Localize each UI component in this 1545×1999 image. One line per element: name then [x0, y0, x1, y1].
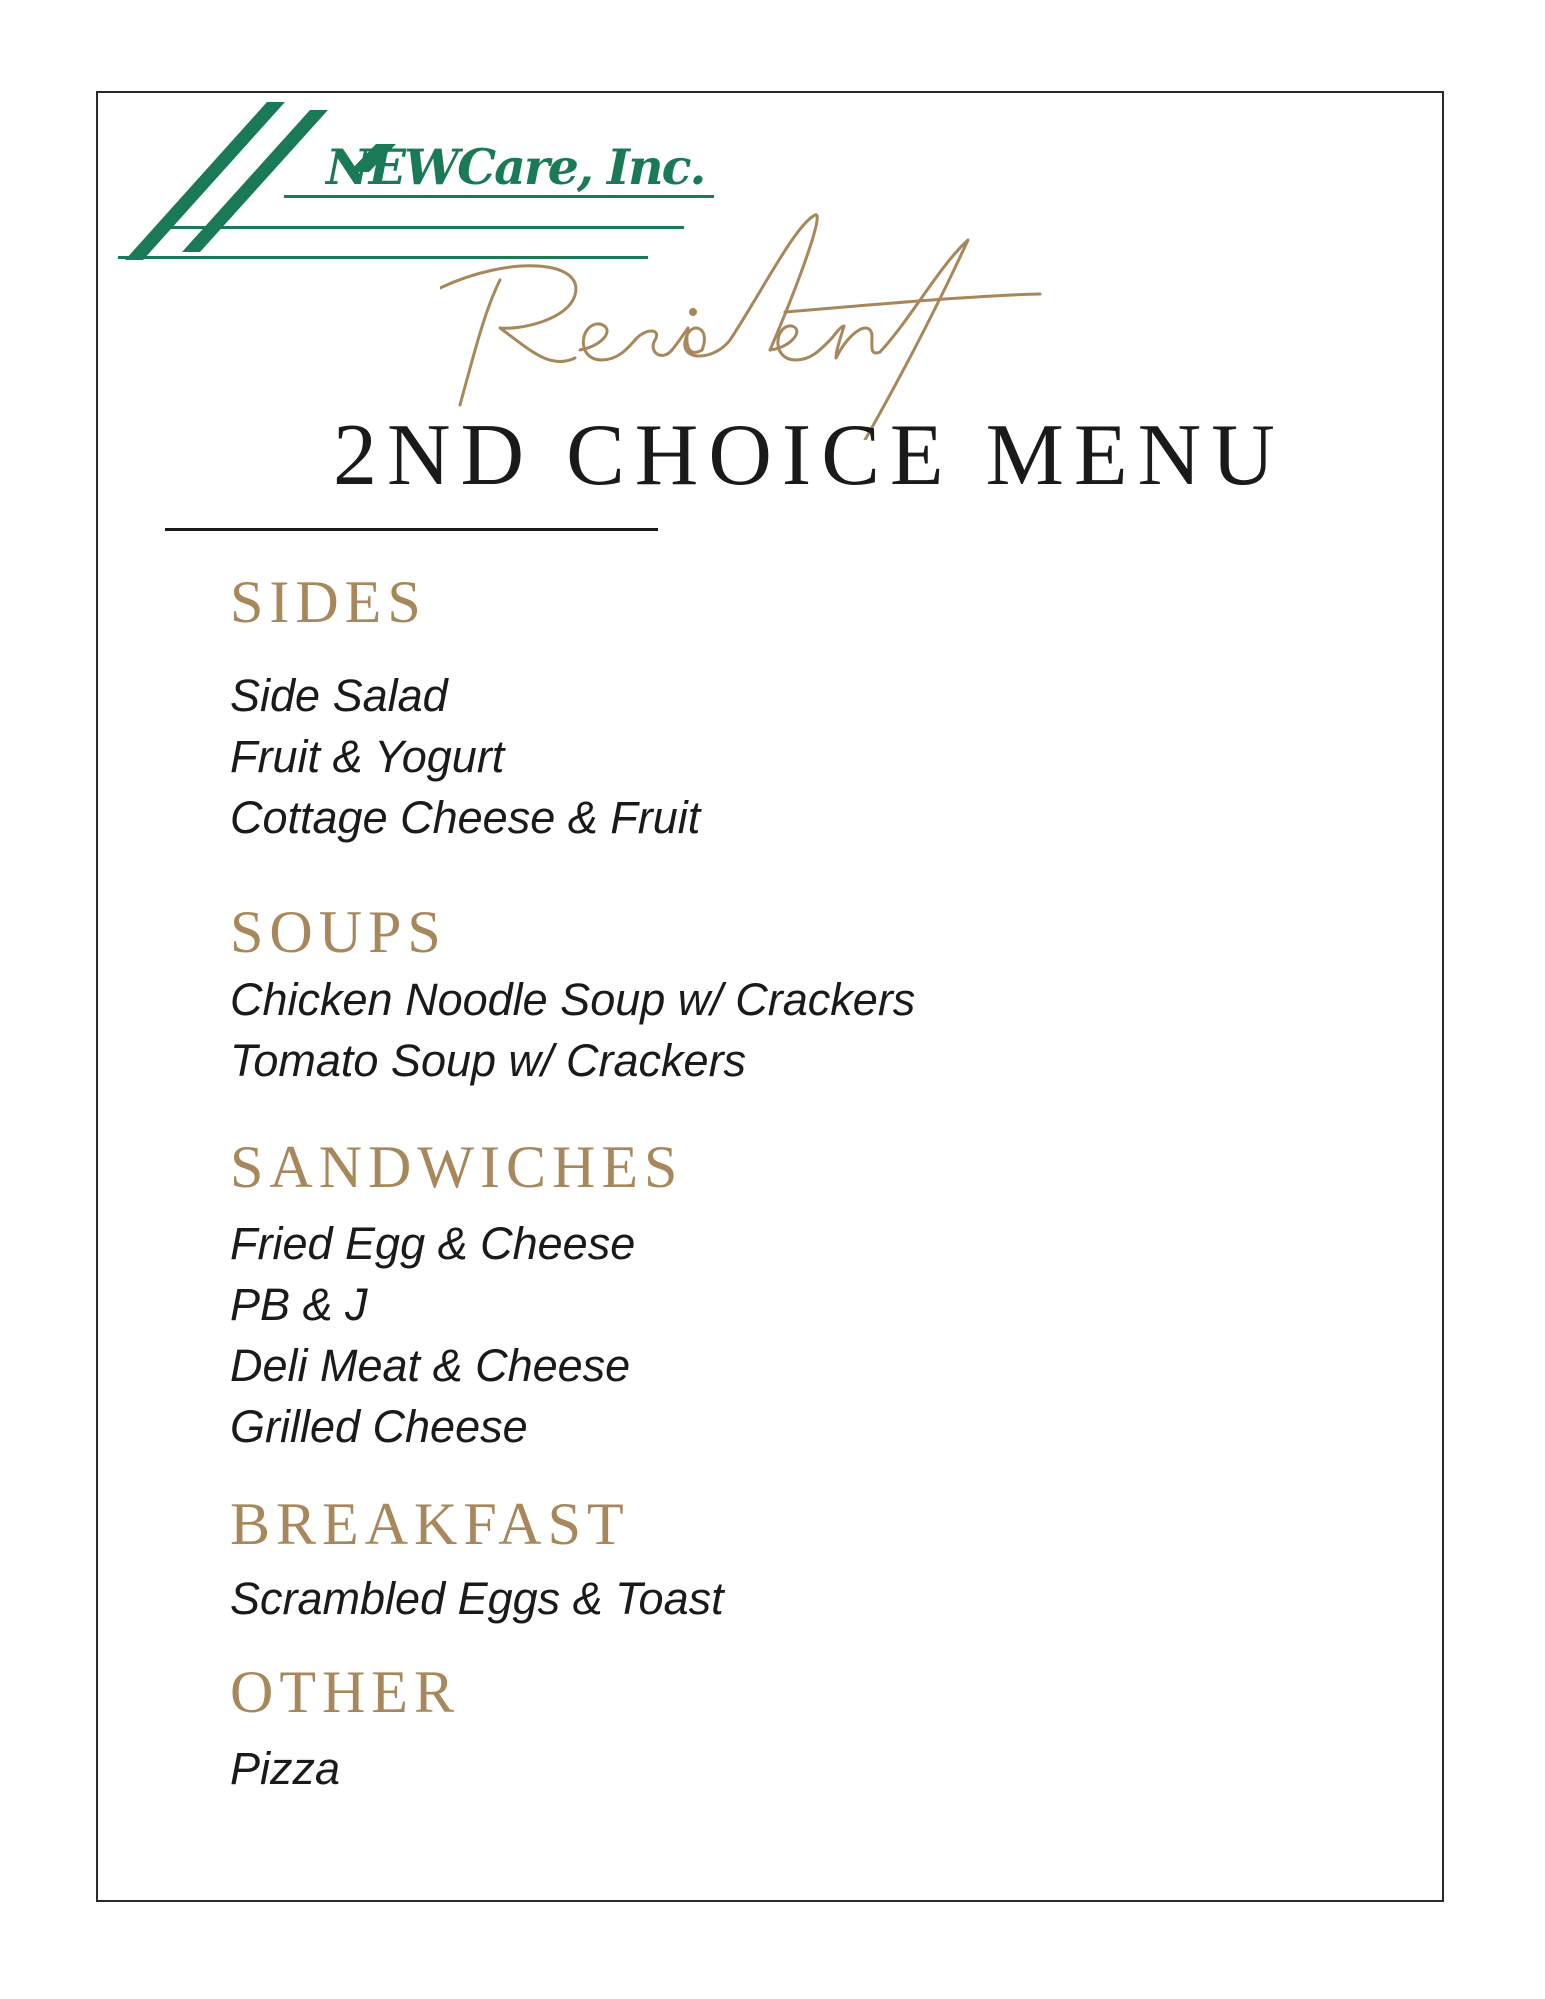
- list-item: Cottage Cheese & Fruit: [230, 792, 701, 843]
- list-item: Tomato Soup w/ Crackers: [230, 1035, 747, 1086]
- page-title: 2ND CHOICE MENU: [333, 407, 1285, 504]
- logo-wordmark: NEWCare, Inc.: [326, 138, 705, 196]
- section-heading-sandwiches: SANDWICHES: [230, 1134, 684, 1200]
- title-divider: [165, 528, 658, 531]
- resident-script-lettering: [440, 200, 1200, 440]
- list-item: Scrambled Eggs & Toast: [230, 1573, 724, 1624]
- section-heading-sides: SIDES: [230, 569, 427, 635]
- list-item: Side Salad: [230, 670, 448, 721]
- list-item: Chicken Noodle Soup w/ Crackers: [230, 974, 916, 1025]
- other-list: [230, 1738, 340, 1799]
- list-item: PB & J: [230, 1279, 368, 1330]
- sandwiches-list: [230, 1213, 635, 1457]
- section-heading-breakfast: BREAKFAST: [230, 1491, 630, 1557]
- sides-list: [230, 665, 700, 848]
- section-heading-other: OTHER: [230, 1659, 460, 1725]
- list-item: Grilled Cheese: [230, 1401, 528, 1452]
- soups-list: [230, 969, 915, 1091]
- list-item: Pizza: [230, 1743, 341, 1794]
- breakfast-list: [230, 1568, 724, 1629]
- list-item: Fried Egg & Cheese: [230, 1218, 636, 1269]
- list-item: Fruit & Yogurt: [230, 731, 505, 782]
- section-heading-soups: SOUPS: [230, 899, 447, 965]
- list-item: Deli Meat & Cheese: [230, 1340, 631, 1391]
